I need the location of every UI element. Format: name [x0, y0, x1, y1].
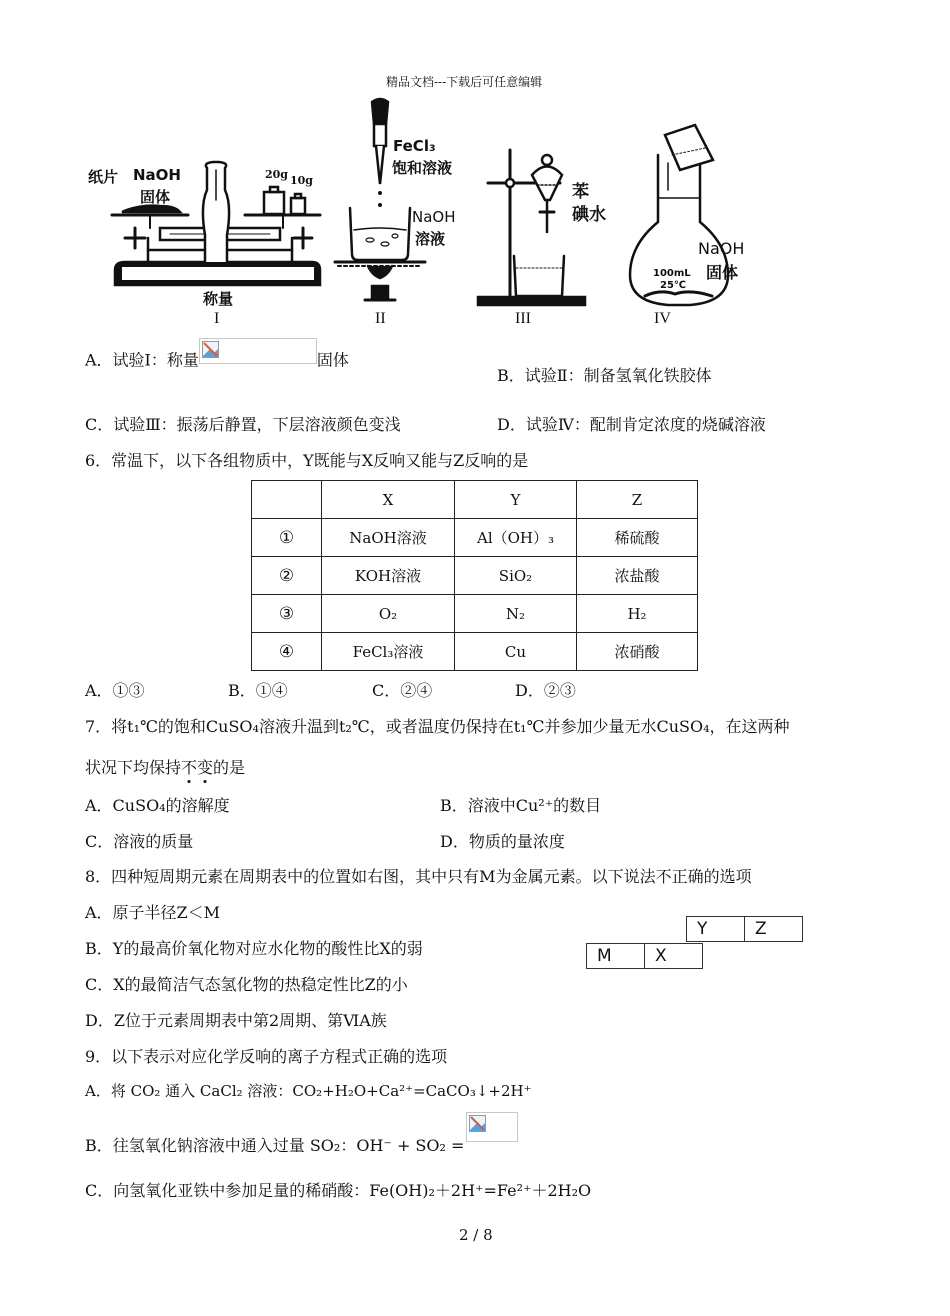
element-cell-y: Y [687, 917, 745, 942]
table-cell: KOH溶液 [322, 557, 455, 595]
q7-option-a: A．CuSO₄的溶解度 [85, 796, 230, 815]
q8-option-a: A．原子半径Z＜M [85, 903, 221, 922]
label-saturated-solution: 饱和溶液 [392, 159, 453, 177]
label-100ml: 100mL [653, 268, 691, 279]
element-cell-z: Z [745, 917, 803, 942]
table-cell: 稀硫酸 [577, 519, 698, 557]
label-naoh-4: NaOH [698, 239, 745, 258]
q6-table [251, 480, 698, 671]
broken-image-placeholder [466, 1112, 518, 1142]
q6-option-a: A．①③ [85, 681, 145, 700]
table-cell: 浓硝酸 [577, 633, 698, 671]
broken-image-placeholder [199, 338, 317, 364]
element-cell-x: X [645, 944, 703, 969]
label-roman-III: III [515, 310, 531, 327]
q5-option-c: C．试验Ⅲ：振荡后静置，下层溶液颜色变浅 [85, 415, 401, 434]
table-row [252, 633, 698, 671]
label-paper: 纸片 [88, 168, 119, 186]
table-row [252, 557, 698, 595]
page-header: 精品文档---下载后可任意编辑 [386, 75, 543, 89]
element-cell-m: M [587, 944, 645, 969]
label-solid-1: 固体 [140, 188, 171, 206]
table-cell: ② [252, 557, 322, 595]
q7-option-b: B．溶液中Cu²⁺的数目 [440, 796, 602, 815]
fecl3-dropper-illustration [335, 99, 425, 300]
broken-image-icon [202, 341, 219, 358]
q5-option-a: A．试验Ⅰ：称量 固体 [85, 346, 349, 372]
q8-option-b: B．Y的最高价氧化物对应水化物的酸性比X的弱 [85, 939, 423, 958]
q7-option-d: D．物质的量浓度 [440, 832, 565, 851]
q9-option-a: A．将 CO₂ 通入 CaCl₂ 溶液：CO₂+H₂O+Ca²⁺=CaCO₃↓+2H⁺ [85, 1082, 532, 1100]
label-25c: 25℃ [660, 280, 687, 291]
label-20g: 20g [265, 168, 288, 181]
table-cell: ① [252, 519, 322, 557]
table-header-cell: Y [455, 481, 577, 519]
label-solid-4: 固体 [706, 263, 739, 282]
table-cell: SiO₂ [455, 557, 577, 595]
separatory-funnel-illustration [478, 150, 585, 305]
table-cell: FeCl₃溶液 [322, 633, 455, 671]
q6-option-b: B．①④ [228, 681, 288, 700]
label-solution-2: 溶液 [415, 230, 446, 248]
q6-stem: 6．常温下，以下各组物质中，Y既能与X反响又能与Z反响的是 [85, 451, 529, 470]
q9-option-c: C．向氢氧化亚铁中参加足量的稀硝酸：Fe(OH)₂＋2H⁺=Fe²⁺＋2H₂O [85, 1181, 592, 1200]
label-roman-I: I [214, 310, 220, 327]
q6-option-d: D．②③ [515, 681, 576, 700]
periodic-table-fragment-bottom [586, 943, 703, 969]
table-header-cell [252, 481, 322, 519]
table-cell: ③ [252, 595, 322, 633]
page-number: 2 / 8 [459, 1226, 493, 1244]
table-cell: Al（OH）₃ [455, 519, 577, 557]
table-row [252, 595, 698, 633]
table-header-cell: Z [577, 481, 698, 519]
broken-image-icon [469, 1115, 486, 1132]
table-cell: NaOH溶液 [322, 519, 455, 557]
q5-option-d: D．试验Ⅳ：配制肯定浓度的烧碱溶液 [497, 415, 766, 434]
emphasis-dot-char: 变 [197, 758, 214, 777]
q5-option-b: B．试验Ⅱ：制备氢氧化铁胶体 [497, 366, 712, 385]
table-header-row [252, 481, 698, 519]
q7-option-c: C．溶液的质量 [85, 832, 194, 851]
label-naoh-1: NaOH [133, 166, 181, 184]
table-cell: N₂ [455, 595, 577, 633]
table-header-cell: X [322, 481, 455, 519]
q6-option-c: C．②④ [372, 681, 433, 700]
table-cell: H₂ [577, 595, 698, 633]
q7-stem-line1: 7．将t₁℃的饱和CuSO₄溶液升温到t₂℃，或者温度仍保持在t₁℃并参加少量无水CuSO₄，在这两种 [85, 717, 790, 736]
q7-stem-line2: 状况下均保持不变的是 [85, 758, 246, 777]
label-roman-IV: IV [654, 310, 671, 327]
emphasis-dot-char: 不 [181, 758, 198, 777]
table-cell: Cu [455, 633, 577, 671]
table-cell: 浓盐酸 [577, 557, 698, 595]
q9-option-b: B．往氢氧化钠溶液中通入过量 SO₂：OH⁻ + SO₂ = [85, 1112, 518, 1142]
label-benzene: 苯 [572, 182, 589, 202]
table-row [252, 519, 698, 557]
q8-stem: 8．四种短周期元素在周期表中的位置如右图，其中只有M为金属元素。以下说法不正确的选项 [85, 867, 752, 886]
periodic-table-fragment-top [686, 916, 803, 942]
label-fecl3: FeCl₃ [393, 137, 436, 155]
q9-stem: 9．以下表示对应化学反响的离子方程式正确的选项 [85, 1047, 448, 1066]
table-cell: ④ [252, 633, 322, 671]
label-10g: 10g [290, 174, 313, 187]
q8-option-c: C．X的最简洁气态氢化物的热稳定性比Z的小 [85, 975, 408, 994]
label-iodine-water: 碘水 [572, 205, 606, 225]
label-roman-II: II [375, 310, 386, 327]
q8-option-d: D．Z位于元素周期表中第2周期、第ⅥA族 [85, 1011, 387, 1030]
label-weigh: 称量 [203, 290, 234, 308]
label-naoh-2: NaOH [412, 208, 456, 226]
table-cell: O₂ [322, 595, 455, 633]
